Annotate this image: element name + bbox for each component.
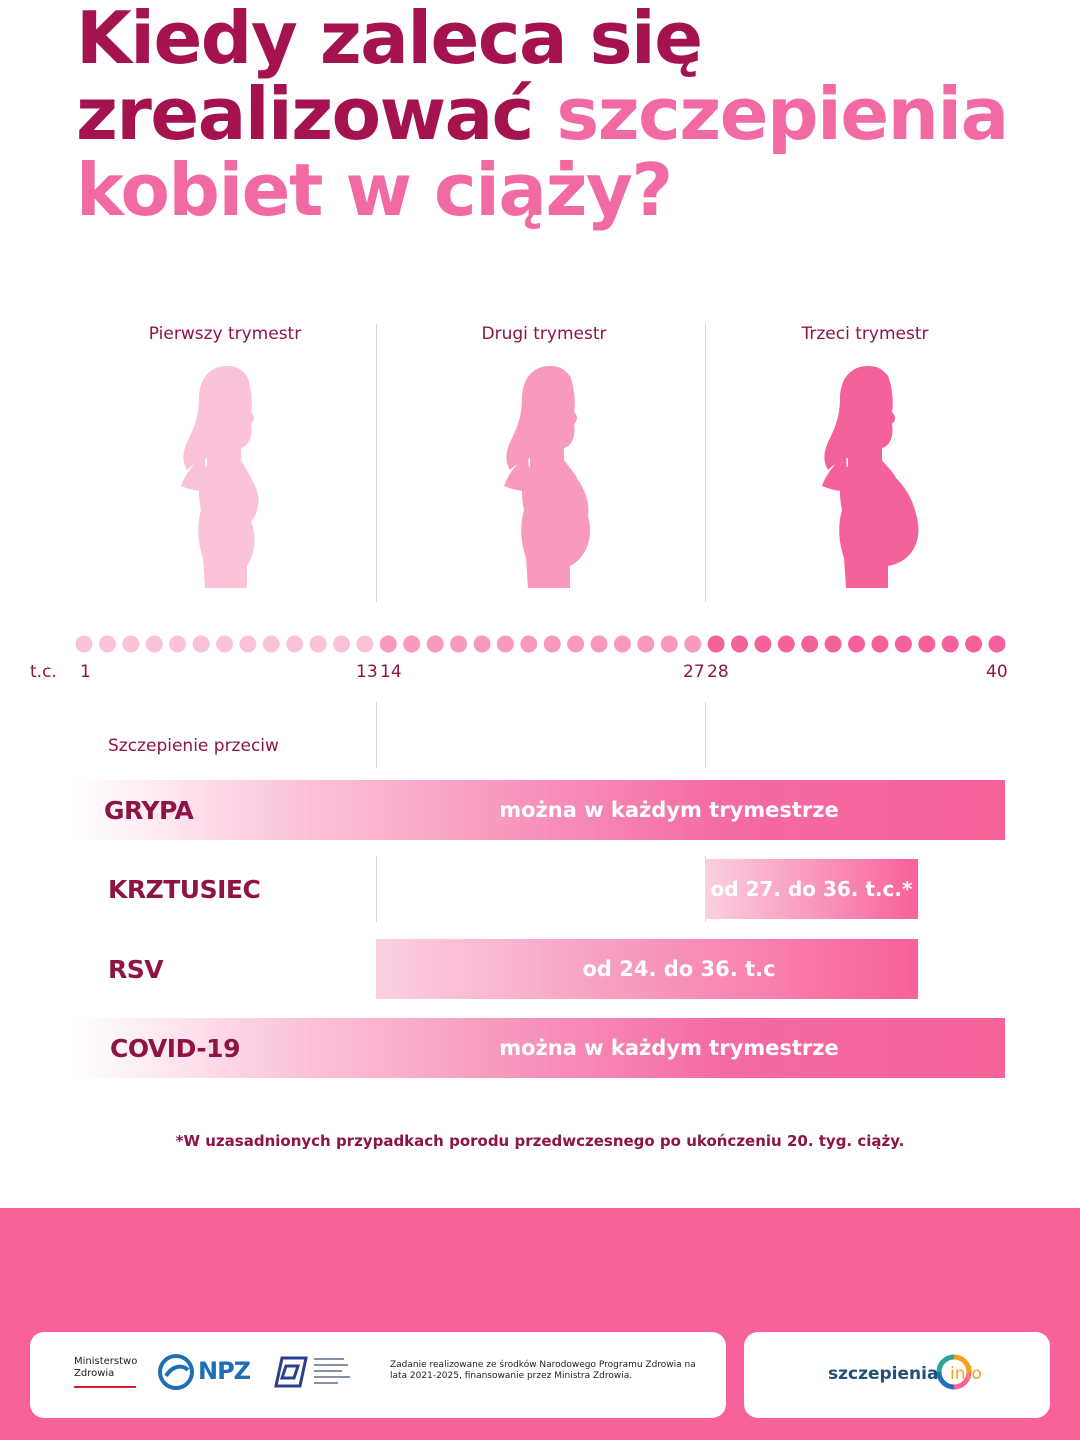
column-divider-3 [376,856,377,922]
week-dot-4 [146,636,163,653]
week-dot-17 [450,636,467,653]
trimester-label-1: Pierwszy trymestr [148,324,302,344]
trimester-divider-2 [705,324,706,602]
week-dot-6 [193,636,210,653]
week-dot-27 [684,636,701,653]
week-dot-13 [356,636,373,653]
week-dot-26 [661,636,678,653]
week-dot-23 [591,636,608,653]
week-dot-11 [310,636,327,653]
vaccine-period-rsv: od 24. do 36. t.c [582,957,776,981]
vaccine-period-krztusiec: od 27. do 36. t.c.* [710,877,913,901]
column-divider-2 [705,702,706,768]
trimester-label-2: Drugi trymestr [481,324,607,344]
week-dot-20 [520,636,537,653]
week-dot-7 [216,636,233,653]
week-dot-40 [989,636,1006,653]
nizp-logo-icon [274,1352,314,1392]
week-dot-28 [708,636,725,653]
week-dot-39 [965,636,982,653]
vaccine-name-covid-19: COVID-19 [110,1034,240,1063]
title-line-2-dark: zrealizować [76,72,533,156]
week-timeline [0,630,1080,660]
npz-logo-icon [158,1354,194,1390]
ministry-logo-line [74,1386,136,1388]
week-dot-24 [614,636,631,653]
column-divider-1 [376,702,377,768]
week-dot-9 [263,636,280,653]
pregnant-woman-second-trimester-icon [478,362,618,592]
week-dot-14 [380,636,397,653]
ministry-logo-text: Ministerstwo Zdrowia [74,1356,138,1379]
week-dot-16 [427,636,444,653]
week-dot-30 [754,636,771,653]
vaccine-name-krztusiec: KRZTUSIEC [108,875,261,904]
week-dot-15 [403,636,420,653]
brand-suffix: info [950,1364,982,1384]
week-dot-18 [474,636,491,653]
pregnant-woman-first-trimester-icon [155,362,295,592]
tick-label-40: 40 [986,662,1008,682]
timeline-prefix: t.c. [30,662,57,682]
tick-label-1: 1 [80,662,91,682]
week-dot-36 [895,636,912,653]
nizp-logo-text-mark [314,1356,358,1388]
week-dot-31 [778,636,795,653]
title-line-1: Kiedy zaleca się [76,0,702,80]
vaccine-bar-rsv [376,939,918,999]
week-dot-5 [169,636,186,653]
footnote: *W uzasadnionych przypadkach porodu przedwczesnego po ukończeniu 20. tyg. ciąży. [175,1132,905,1150]
trimester-divider-1 [376,324,377,602]
tick-label-13: 13 [356,662,378,682]
week-dot-38 [942,636,959,653]
week-dot-3 [122,636,139,653]
vaccines-header: Szczepienie przeciw [108,736,279,756]
tick-label-28: 28 [707,662,729,682]
week-dot-35 [871,636,888,653]
vaccine-bar-grypa [76,780,1005,840]
week-dot-32 [801,636,818,653]
week-dot-34 [848,636,865,653]
tick-label-14: 14 [380,662,402,682]
vaccine-period-covid-19: można w każdym trymestrze [499,1036,839,1060]
title-line-2-pink: szczepienia [556,72,1008,156]
trimester-label-3: Trzeci trymestr [801,324,929,344]
week-dot-1 [76,636,93,653]
week-dot-33 [825,636,842,653]
vaccine-name-rsv: RSV [108,955,164,984]
vaccine-name-grypa: GRYPA [104,796,194,825]
week-dot-22 [567,636,584,653]
week-dot-10 [286,636,303,653]
pregnant-woman-third-trimester-icon [796,362,936,592]
tick-label-27: 27 [683,662,705,682]
week-dot-8 [239,636,256,653]
week-dot-25 [637,636,654,653]
funding-note: Zadanie realizowane ze środków Narodowego Programu Zdrowia na lata 2021-2025, finansowanie przez Ministra Zdrowia. [390,1360,696,1381]
week-dot-21 [544,636,561,653]
brand-name: szczepienia [828,1364,939,1384]
vaccine-bar-krztusiec [705,859,918,919]
week-dot-37 [918,636,935,653]
week-dot-29 [731,636,748,653]
page-title [76,0,1008,232]
week-dot-2 [99,636,116,653]
vaccine-period-grypa: można w każdym trymestrze [499,798,839,822]
week-dot-12 [333,636,350,653]
title-line-3: kobiet w ciąży? [76,148,672,232]
week-dot-19 [497,636,514,653]
npz-logo-text: NPZ [198,1357,251,1385]
